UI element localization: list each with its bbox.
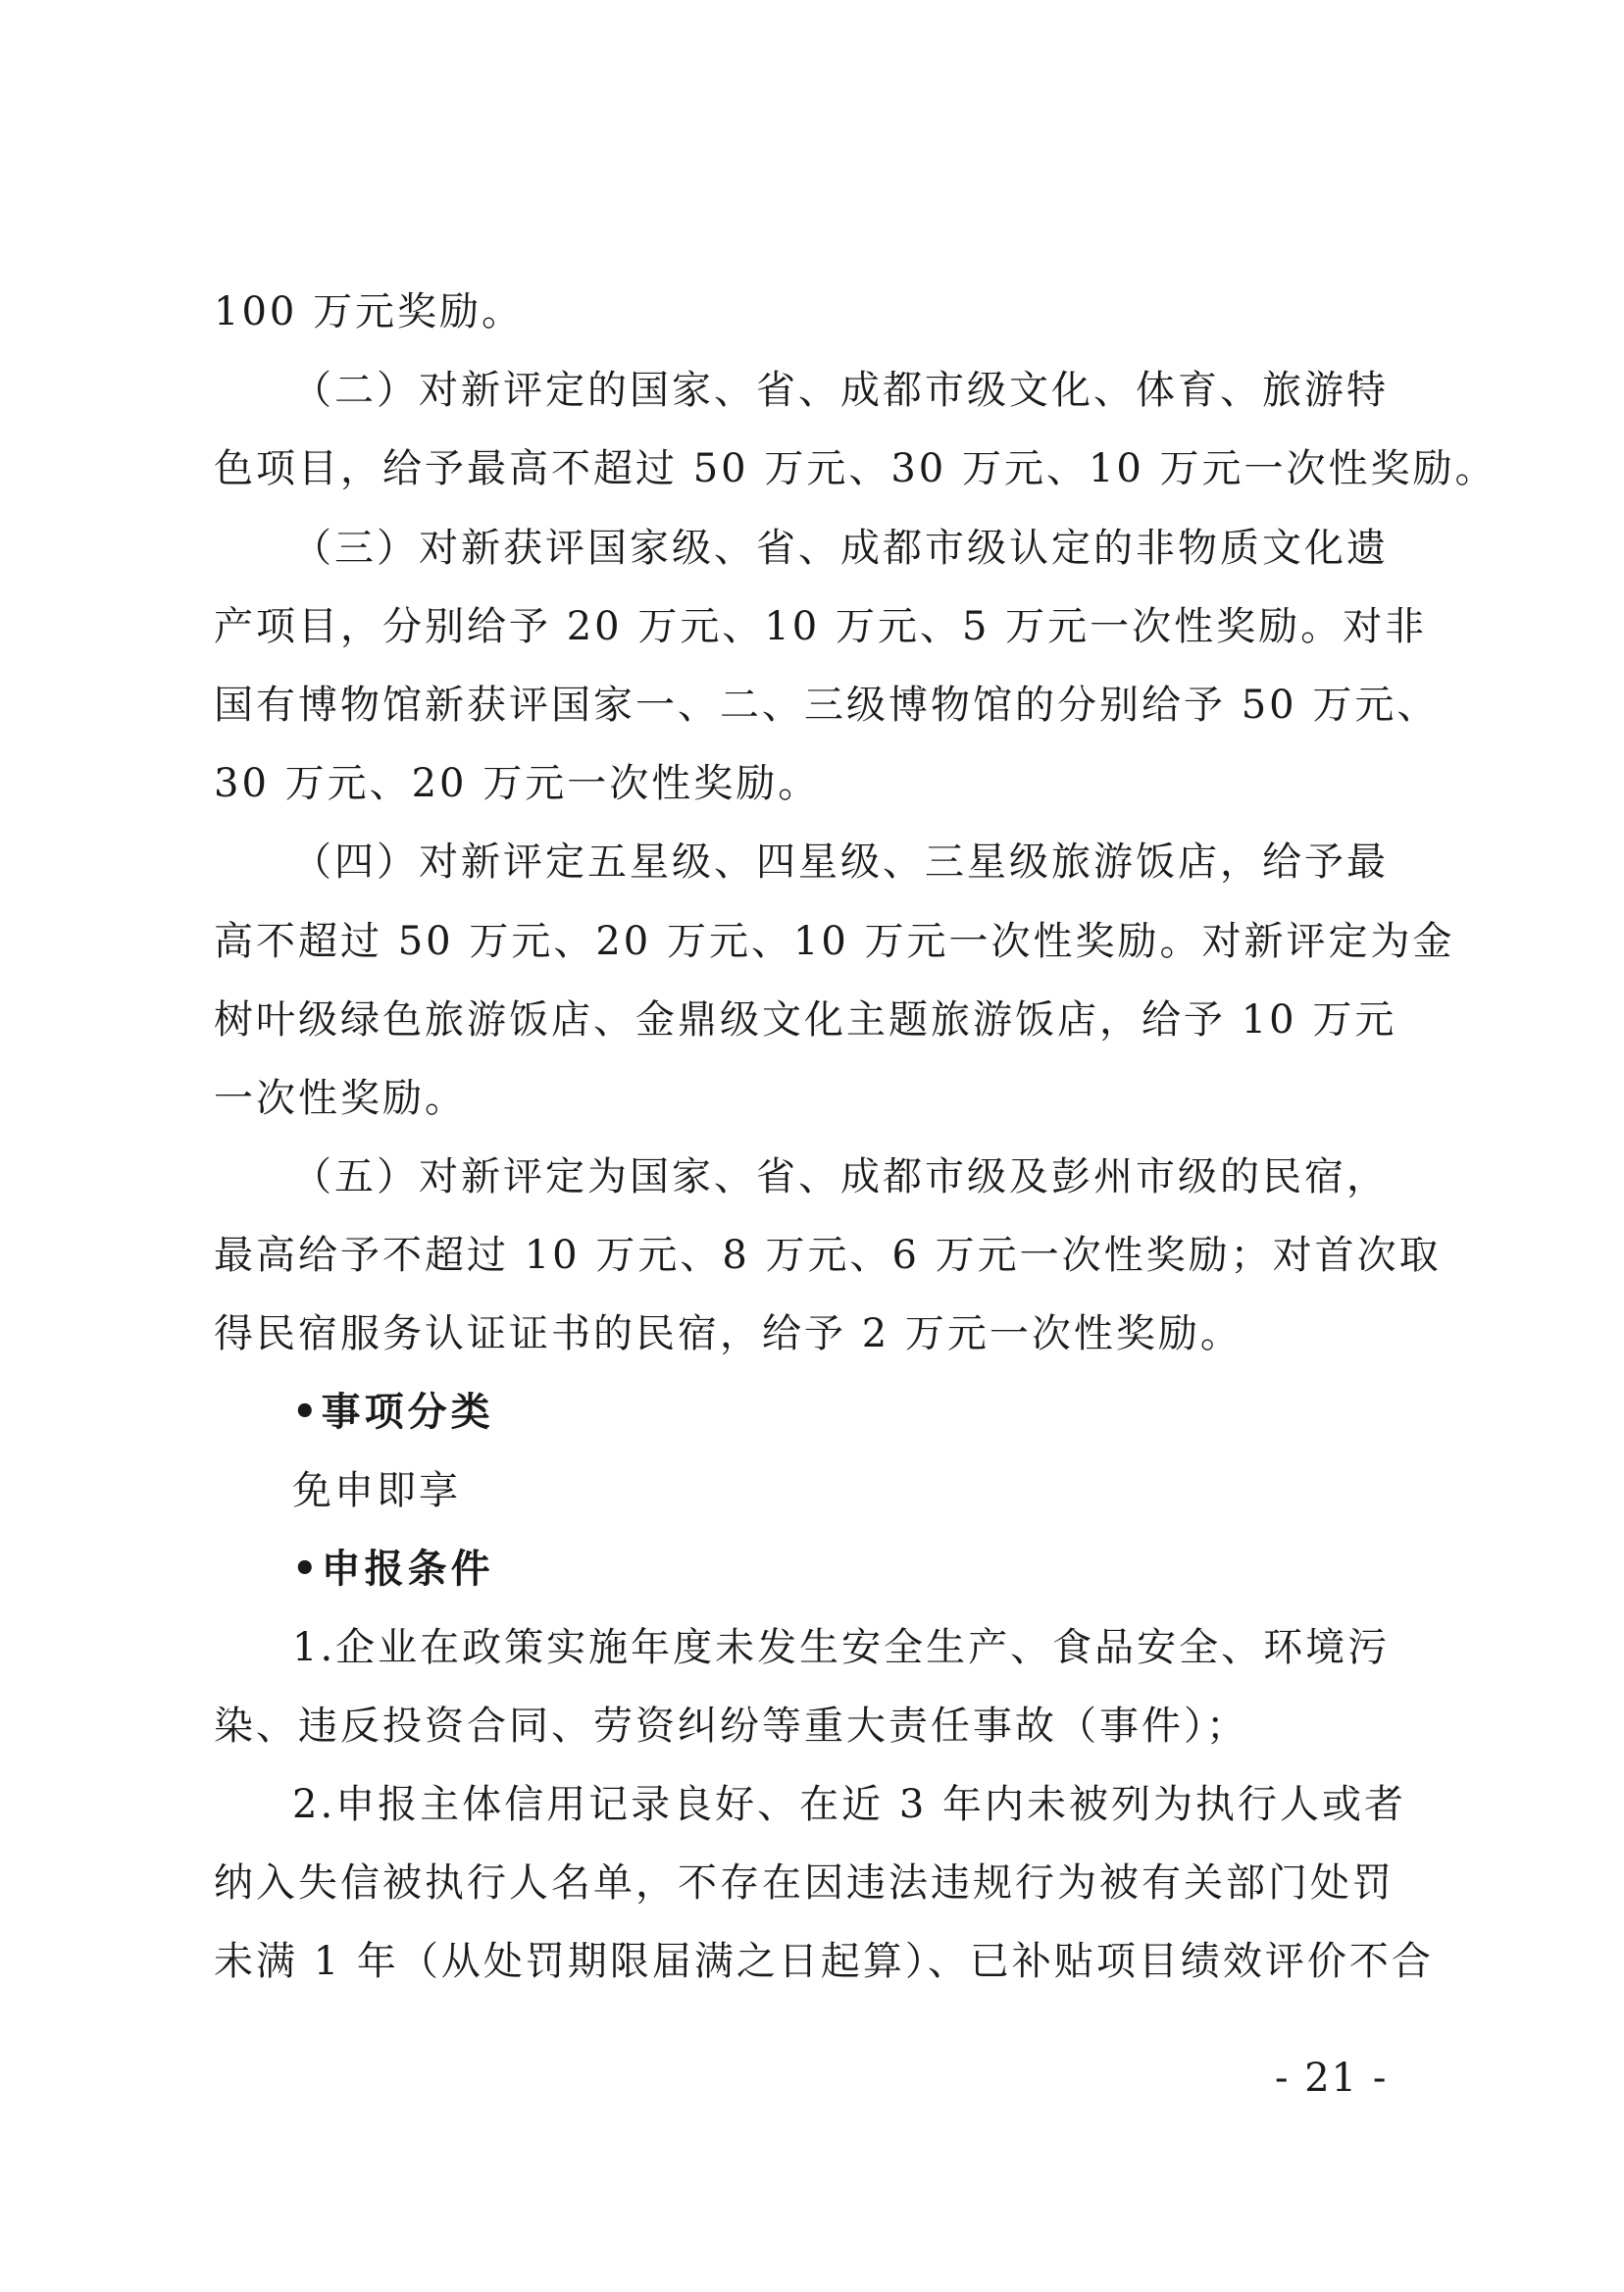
text-line: 色项目，给予最高不超过 50 万元、30 万元、10 万元一次性奖励。 [214,446,1497,491]
text-line: （二）对新评定的国家、省、成都市级文化、体育、旅游特 [292,368,1389,413]
text-line: 100 万元奖励。 [214,289,525,334]
text-line: 未满 1 年（从处罚期限届满之日起算）、已补贴项目绩效评价不合 [214,1939,1434,1984]
text-line: （五）对新评定为国家、省、成都市级及彭州市级的民宿， [292,1154,1389,1199]
text-line: 产项目，分别给予 20 万元、10 万元、5 万元一次性奖励。对非 [214,604,1428,649]
section-heading: •事项分类 [292,1389,494,1435]
text-line: 纳入失信被执行人名单，不存在因违法违规行为被有关部门处罚 [214,1860,1395,1906]
text-line: 一次性奖励。 [214,1076,467,1121]
text-line: 高不超过 50 万元、20 万元、10 万元一次性奖励。对新评定为金 [214,919,1455,964]
text-line: 得民宿服务认证证书的民宿，给予 2 万元一次性奖励。 [214,1311,1243,1356]
text-line: 免申即享 [292,1468,461,1513]
page-number: - 21 - [1275,2056,1389,2101]
text-line: 2.申报主体信用记录良好、在近 3 年内未被列为执行人或者 [292,1782,1407,1827]
text-line: 1.企业在政策实施年度未发生安全生产、食品安全、环境污 [292,1625,1391,1670]
text-line: 最高给予不超过 10 万元、8 万元、6 万元一次性奖励；对首次取 [214,1233,1442,1278]
text-line: （四）对新评定五星级、四星级、三星级旅游饭店，给予最 [292,840,1389,885]
text-line: （三）对新获评国家级、省、成都市级认定的非物质文化遗 [292,526,1389,571]
text-line: 染、违反投资合同、劳资纠纷等重大责任事故（事件）； [214,1704,1248,1749]
section-heading: •申报条件 [292,1546,494,1592]
text-line: 30 万元、20 万元一次性奖励。 [214,761,821,806]
text-line: 树叶级绿色旅游饭店、金鼎级文化主题旅游饭店，给予 10 万元 [214,997,1397,1043]
text-line: 国有博物馆新获评国家一、二、三级博物馆的分别给予 50 万元、 [214,683,1440,728]
